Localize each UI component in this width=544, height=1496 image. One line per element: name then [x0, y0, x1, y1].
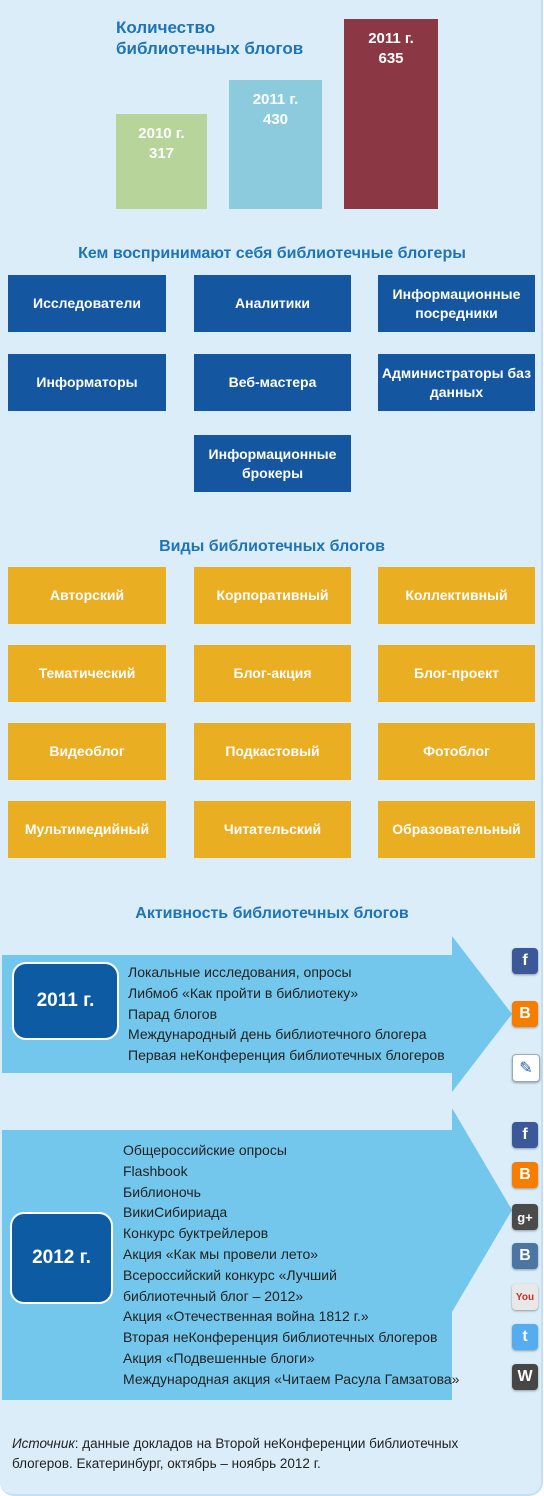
blogger-icon: B [512, 1162, 538, 1188]
bar [229, 80, 322, 209]
kind-box: Подкастовый [194, 723, 351, 780]
list-item: Конкурс буктрейлеров [123, 1225, 269, 1242]
vkontakte-icon: B [512, 1243, 538, 1269]
list-item: Flashbook [123, 1162, 188, 1179]
list-item: библиотечный блог – 2012» [123, 1287, 304, 1304]
role-box-info-brokers: Информационные брокеры [194, 435, 351, 492]
twitter-icon: t [512, 1324, 538, 1350]
list-item: Акция «Как мы провели лето» [123, 1245, 319, 1262]
list-item: Общероссийские опросы [123, 1142, 287, 1158]
bar [116, 114, 207, 209]
livejournal-icon: ✎ [512, 1054, 540, 1082]
role-box-info-intermediaries: Информационные посредники [378, 275, 535, 332]
role-box-informers: Информаторы [8, 354, 166, 411]
activity-heading: Активность библиотечных блогов [135, 905, 409, 922]
year-2012-badge: 2012 г. [10, 1212, 113, 1304]
source-text: : данные докладов на Второй неКонференции библиотечных [74, 1436, 459, 1451]
activity-2011-list [128, 962, 445, 1066]
kind-box: Коллективный [378, 567, 535, 624]
chart-title-line-2: библиотечных блогов [116, 39, 304, 58]
list-item: Первая неКонференция библиотечных блогеров [128, 1047, 445, 1064]
kind-box: Фотоблог [378, 723, 535, 780]
bar-category-label: 2011 г. [368, 30, 414, 47]
chart-title [116, 17, 303, 59]
kind-box: Блог-проект [378, 645, 535, 702]
list-item: ВикиСибириада [123, 1204, 228, 1221]
chart-title-line-1: Количество [116, 18, 216, 37]
kind-box: Тематический [8, 645, 166, 702]
bar-value-label: 317 [148, 145, 175, 162]
bar [344, 19, 438, 209]
bar-label [116, 124, 207, 164]
role-box-analysts: Аналитики [194, 275, 351, 332]
facebook-icon: f [512, 948, 538, 974]
list-item: Акция «Подвешенные блоги» [123, 1349, 315, 1366]
bar-label [344, 29, 438, 69]
list-item: Локальные исследования, опросы [128, 964, 352, 980]
list-item: Парад блогов [128, 1005, 218, 1022]
blogger-icon: B [512, 1001, 538, 1027]
bar-value-label: 430 [262, 111, 289, 128]
google-plus-icon: g+ [512, 1204, 538, 1230]
bar-label [229, 90, 322, 130]
kind-box: Образовательный [378, 801, 535, 858]
kind-box: Видеоблог [8, 723, 166, 780]
bar-category-label: 2011 г. [252, 91, 299, 108]
roles-heading: Кем воспринимают себя библиотечные блогеры [78, 245, 466, 262]
youtube-icon: You [512, 1284, 538, 1310]
source-note [12, 1434, 532, 1474]
activity-2012-list [123, 1140, 459, 1390]
kind-box: Корпоративный [194, 567, 351, 624]
list-item: Либмоб «Как пройти в библиотеку» [128, 984, 359, 1001]
kind-box: Блог-акция [194, 645, 351, 702]
list-item: Акция «Отечественная война 1812 г.» [123, 1308, 369, 1325]
list-item: Вторая неКонференция библиотечных блогеров [123, 1329, 438, 1346]
kind-box: Мультимедийный [8, 801, 166, 858]
year-2011-badge: 2011 г. [12, 962, 119, 1040]
role-box-researchers: Исследователи [8, 275, 166, 332]
list-item: Международная акция «Читаем Расула Гамзатова» [123, 1370, 460, 1387]
list-item: Всероссийский конкурс «Лучший [123, 1266, 337, 1283]
role-box-webmasters: Веб-мастера [194, 354, 351, 411]
wordpress-icon: W [512, 1364, 538, 1390]
role-box-db-admins: Администраторы баз данных [378, 354, 535, 411]
facebook-icon: f [512, 1122, 538, 1148]
bar-category-label: 2010 г. [138, 125, 185, 142]
kinds-heading: Виды библиотечных блогов [159, 538, 385, 555]
kind-box: Авторский [8, 567, 166, 624]
source-text-line-2: блогеров. Екатеринбург, октябрь – ноябрь 2012 г. [12, 1456, 321, 1471]
bar-value-label: 635 [378, 50, 404, 67]
source-label: Источник [12, 1436, 75, 1451]
list-item: Библионочь [123, 1183, 201, 1200]
kind-box: Читательский [194, 801, 351, 858]
list-item: Международный день библиотечного блогера [128, 1026, 427, 1043]
